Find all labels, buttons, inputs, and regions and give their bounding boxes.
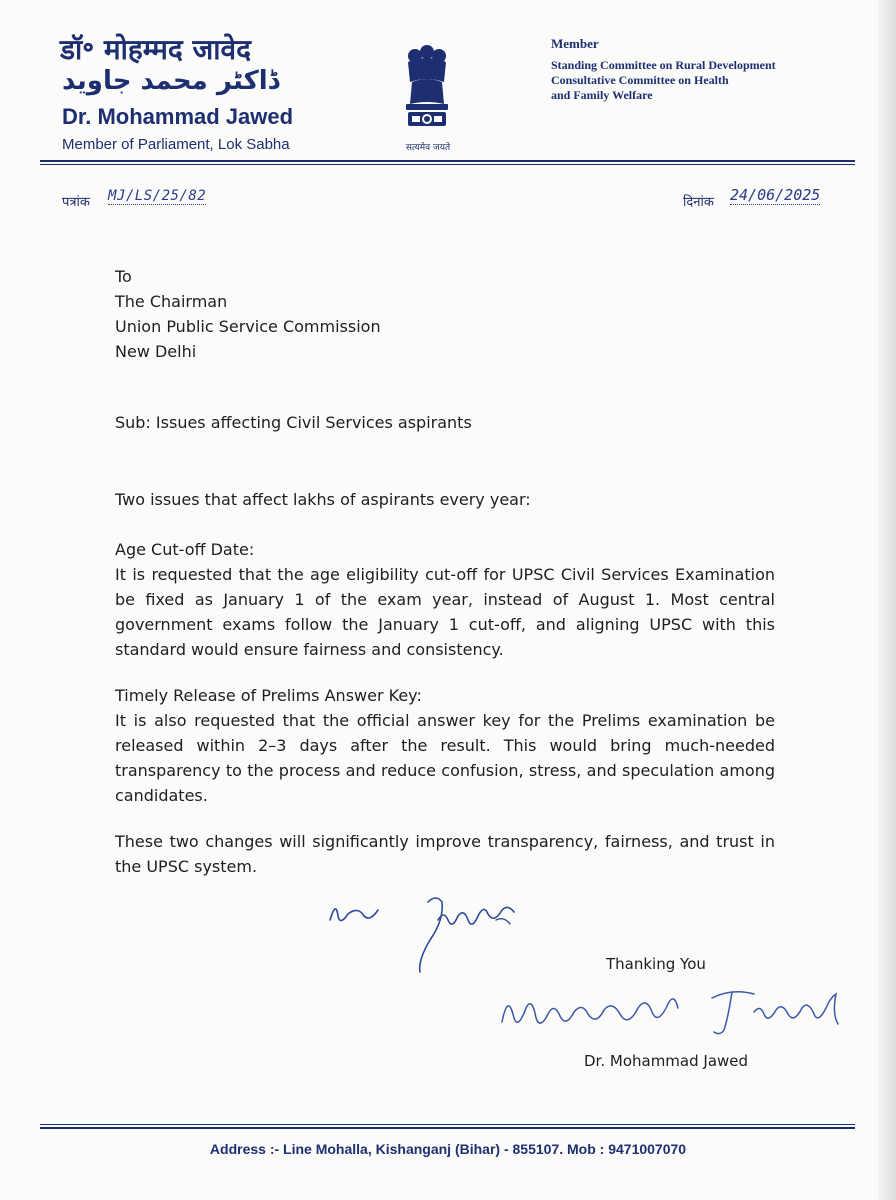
committee-line: and Family Welfare: [551, 88, 653, 102]
section-age-cutoff: [115, 537, 775, 662]
national-emblem-icon: [398, 42, 456, 140]
closing-salutation: Thanking You: [606, 955, 706, 973]
intro-paragraph: Two issues that affect lakhs of aspirants every year:: [115, 490, 531, 509]
letter-date: 24/06/2025: [730, 186, 821, 204]
section-answer-key: [115, 683, 775, 808]
committee-line: Consultative Committee on Health: [551, 73, 729, 87]
section-text: It is also requested that the official answer key for the Prelims examination be released within 2–3 days after the result. This would bring much-needed transparency to the process and reduce confusion, stress, and speculation among candidates.: [115, 711, 775, 805]
footer-address: Address :- Line Mohalla, Kishanganj (Bihar) - 855107. Mob : 9471007070: [209, 1141, 687, 1157]
date-label: दिनांक: [683, 195, 714, 210]
name-english: Dr. Mohammad Jawed: [62, 104, 294, 129]
header-divider-thin: [40, 164, 855, 165]
committee-list: [551, 58, 776, 103]
recipient-line: The Chairman: [115, 292, 228, 311]
reference-number: MJ/LS/25/82: [108, 188, 207, 204]
name-urdu: ڈاکٹر محمد جاوید: [62, 66, 280, 96]
section-heading: Timely Release of Prelims Answer Key:: [115, 686, 422, 705]
recipient-line: Union Public Service Commission: [115, 317, 381, 336]
recipient-line: New Delhi: [115, 342, 197, 361]
section-heading: Age Cut-off Date:: [115, 540, 255, 559]
header-divider: [40, 160, 855, 162]
name-hindi: डॉ॰ मोहम्मद जावेद: [60, 33, 251, 66]
designation: Member of Parliament, Lok Sabha: [62, 136, 290, 153]
emblem-motto: सत्यमेव जयते: [405, 143, 451, 153]
subject-line: Sub: Issues affecting Civil Services aspirants: [115, 413, 472, 432]
initials-signature-icon: [318, 880, 528, 980]
signature-icon: [492, 978, 852, 1040]
committee-line: Standing Committee on Rural Development: [551, 58, 776, 72]
reference-label: पत्रांक: [62, 195, 90, 210]
member-heading: Member: [551, 36, 599, 51]
recipient-block: [115, 264, 381, 364]
section-text: It is requested that the age eligibility cut-off for UPSC Civil Services Examination be fixed as January 1 of the exam year, instead of August 1. Most central government exams follow the January 1 cut-off, and aligning UPSC with this standard would ensure fairness and consistency.: [115, 565, 775, 659]
footer-divider-thin: [40, 1124, 855, 1125]
footer-divider: [40, 1127, 855, 1129]
recipient-line: To: [115, 267, 132, 286]
page-edge-shadow: [878, 0, 896, 1200]
signatory-name: Dr. Mohammad Jawed: [584, 1052, 749, 1070]
closing-paragraph: These two changes will significantly improve transparency, fairness, and trust in the UPSC system.: [115, 832, 775, 876]
